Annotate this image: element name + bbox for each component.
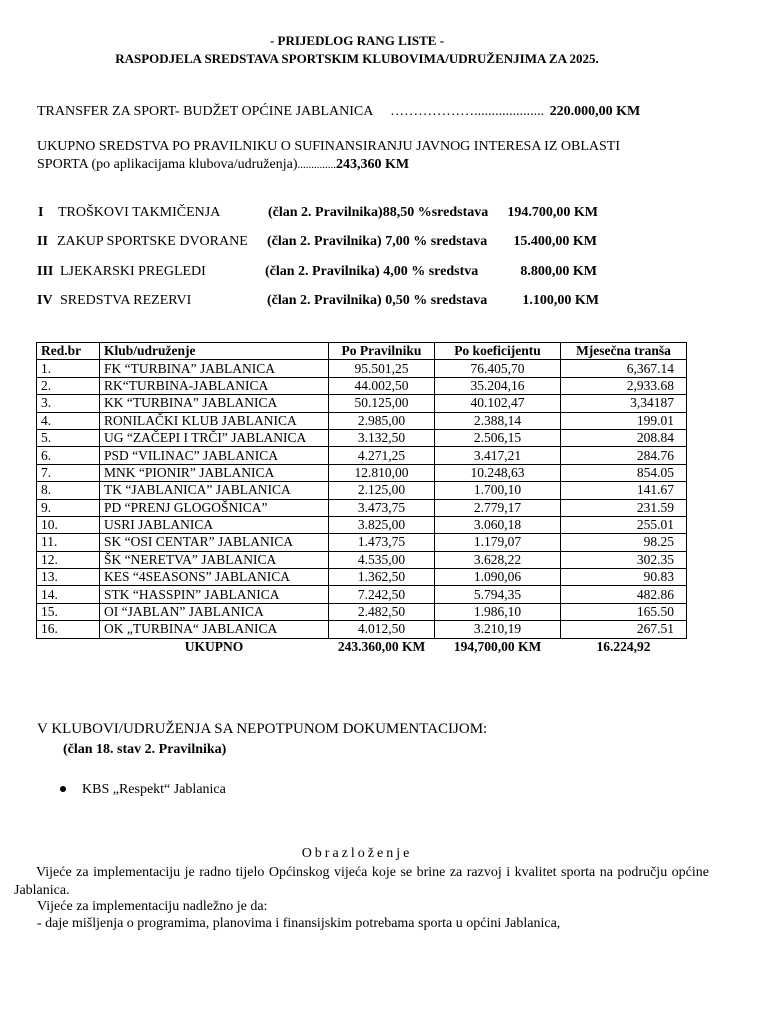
- club-name: RK“TURBINA-JABLANICA: [100, 377, 329, 394]
- row-number: 16.: [37, 621, 100, 638]
- po-koeficijentu-value: 2.779,17: [435, 499, 561, 516]
- po-pravilniku-value: 4.271,25: [329, 447, 435, 464]
- table-row: [37, 482, 687, 499]
- section-amount: 1.100,00 KM: [522, 293, 599, 308]
- po-koeficijentu-value: 10.248,63: [435, 464, 561, 481]
- section-label: LJEKARSKI PREGLEDI: [60, 264, 206, 279]
- header-po-koeficijentu: Po koeficijentu: [435, 343, 561, 360]
- transfer-label: TRANSFER ZA SPORT- BUDŽET OPĆINE JABLANICA: [37, 104, 373, 119]
- mjesecna-transa-value: 90.83: [561, 569, 687, 586]
- table-row: [37, 516, 687, 533]
- club-name: OI “JABLAN” JABLANICA: [100, 603, 329, 620]
- section-amount: 15.400,00 KM: [513, 234, 597, 249]
- mjesecna-transa-value: 199.01: [561, 412, 687, 429]
- table-row: [37, 377, 687, 394]
- po-pravilniku-value: 4.535,00: [329, 551, 435, 568]
- mjesecna-transa-value: 208.84: [561, 429, 687, 446]
- po-pravilniku-value: 4.012,50: [329, 621, 435, 638]
- section-rule: (član 2. Pravilnika) 4,00 % sredstva: [265, 264, 479, 279]
- po-koeficijentu-value: 3.210,19: [435, 621, 561, 638]
- club-name: PD “PRENJ GLOGOŠNICA”: [100, 499, 329, 516]
- mjesecna-transa-value: 98.25: [561, 534, 687, 551]
- club-name: FK “TURBINA” JABLANICA: [100, 360, 329, 377]
- section-number: II: [37, 234, 48, 249]
- club-name: SK “OSI CENTAR” JABLANICA: [100, 534, 329, 551]
- row-number: 14.: [37, 586, 100, 603]
- club-name: OK „TURBINA“ JABLANICA: [100, 621, 329, 638]
- table-row: [37, 603, 687, 620]
- document-title-line1: - PRIJEDLOG RANG LISTE -: [269, 33, 445, 48]
- club-name: RONILAČKI KLUB JABLANICA: [100, 412, 329, 429]
- table-row: [37, 464, 687, 481]
- header-red-br: Red.br: [37, 343, 100, 360]
- po-pravilniku-value: 2.985,00: [329, 412, 435, 429]
- club-name: TK “JABLANICA” JABLANICA: [100, 482, 329, 499]
- mjesecna-transa-value: 255.01: [561, 516, 687, 533]
- explanation-paragraph-3: - daje mišljenja o programima, planovima i finansijskim potrebama sporta u općini Jablanica,: [37, 916, 561, 931]
- transfer-dots: ………………....................: [390, 104, 545, 119]
- explanation-paragraph-2: Vijeće za implementaciju nadležno je da:: [37, 899, 268, 914]
- po-koeficijentu-value: 1.179,07: [435, 534, 561, 551]
- table-header-row: [37, 343, 687, 360]
- table-row: [37, 551, 687, 568]
- section-rule: (član 2. Pravilnika) 0,50 % sredstava: [267, 293, 488, 308]
- club-name: PSD “VILINAC” JABLANICA: [100, 447, 329, 464]
- table-row: [37, 534, 687, 551]
- section-number: IV: [37, 293, 53, 308]
- total-koeficijent: 194,700,00 KM: [453, 638, 542, 654]
- bullet-icon: [60, 786, 66, 792]
- table-row: [37, 586, 687, 603]
- section-row: [37, 234, 597, 250]
- incomplete-heading-text: KLUBOVI/UDRUŽENJA SA NEPOTPUNOM DOKUMENTACIJOM:: [51, 721, 488, 737]
- row-number: 2.: [37, 377, 100, 394]
- po-pravilniku-value: 2.125,00: [329, 482, 435, 499]
- table-row: [37, 621, 687, 638]
- po-koeficijentu-value: 3.628,22: [435, 551, 561, 568]
- section-amount: 8.800,00 KM: [520, 264, 597, 279]
- club-name: USRI JABLANICA: [100, 516, 329, 533]
- list-item: [60, 782, 226, 798]
- section-rule: (član 2. Pravilnika)88,50 %sredstava: [268, 205, 489, 220]
- mjesecna-transa-value: 267.51: [561, 621, 687, 638]
- mjesecna-transa-value: 3,34187: [561, 395, 687, 412]
- section-label: TROŠKOVI TAKMIČENJA: [58, 205, 221, 220]
- section-number: III: [37, 264, 54, 279]
- club-name: MNK “PIONIR” JABLANICA: [100, 464, 329, 481]
- table-row: [37, 447, 687, 464]
- po-koeficijentu-value: 1.700,10: [435, 482, 561, 499]
- incomplete-club: KBS „Respekt“ Jablanica: [82, 782, 226, 797]
- mjesecna-transa-value: 854.05: [561, 464, 687, 481]
- row-number: 13.: [37, 569, 100, 586]
- po-koeficijentu-value: 76.405,70: [435, 360, 561, 377]
- row-number: 1.: [37, 360, 100, 377]
- po-koeficijentu-value: 1.090,06: [435, 569, 561, 586]
- po-pravilniku-value: 1.362,50: [329, 569, 435, 586]
- mjesecna-transa-value: 231.59: [561, 499, 687, 516]
- section-label: SREDSTVA REZERVI: [60, 293, 192, 308]
- po-pravilniku-value: 1.473,75: [329, 534, 435, 551]
- clubs-table: [36, 342, 687, 655]
- row-number: 5.: [37, 429, 100, 446]
- po-pravilniku-value: 2.482,50: [329, 603, 435, 620]
- row-number: 10.: [37, 516, 100, 533]
- transfer-amount: 220.000,00 KM: [549, 104, 641, 119]
- club-name: ŠK “NERETVA” JABLANICA: [100, 551, 329, 568]
- po-pravilniku-value: 95.501,25: [329, 360, 435, 377]
- section-row: [37, 293, 599, 309]
- header-po-pravilniku: Po Pravilniku: [329, 343, 435, 360]
- total-funds-label: SPORTA (po aplikacijama klubova/udruženja): [37, 157, 298, 172]
- total-funds-amount: 243,360 KM: [335, 157, 410, 172]
- total-transa: 16.224,92: [596, 638, 651, 654]
- po-koeficijentu-value: 1.986,10: [435, 603, 561, 620]
- row-number: 4.: [37, 412, 100, 429]
- row-number: 9.: [37, 499, 100, 516]
- header-mjesecna-transa: Mjesečna tranša: [561, 343, 687, 360]
- po-pravilniku-value: 3.473,75: [329, 499, 435, 516]
- table-total-row: [37, 638, 687, 655]
- explanation-paragraph-1: Vijeće za implementaciju je radno tijelo Općinskog vijeća koje se brine za razvoj i kvalitet sporta na području općine Jablanica.: [14, 865, 709, 898]
- section-rule: (član 2. Pravilnika) 7,00 % sredstava: [267, 234, 488, 249]
- mjesecna-transa-value: 165.50: [561, 603, 687, 620]
- po-koeficijentu-value: 2.506,15: [435, 429, 561, 446]
- table-row: [37, 395, 687, 412]
- club-name: KES “4SEASONS” JABLANICA: [100, 569, 329, 586]
- table-row: [37, 569, 687, 586]
- section-number: I: [38, 205, 44, 220]
- section-row: [37, 264, 597, 280]
- mjesecna-transa-value: 6,367.14: [561, 360, 687, 377]
- po-koeficijentu-value: 5.794,35: [435, 586, 561, 603]
- incomplete-number: V: [37, 721, 48, 737]
- total-label: UKUPNO: [184, 638, 244, 654]
- total-funds-line1: UKUPNO SREDSTVA PO PRAVILNIKU O SUFINANSIRANJU JAVNOG INTERESA IZ OBLASTI: [37, 139, 621, 154]
- section-label: ZAKUP SPORTSKE DVORANE: [57, 234, 248, 249]
- po-pravilniku-value: 7.242,50: [329, 586, 435, 603]
- section-amount: 194.700,00 KM: [507, 205, 598, 220]
- incomplete-subheading: (član 18. stav 2. Pravilnika): [63, 742, 227, 757]
- mjesecna-transa-value: 2,933.68: [561, 377, 687, 394]
- row-number: 8.: [37, 482, 100, 499]
- row-number: 6.: [37, 447, 100, 464]
- po-pravilniku-value: 50.125,00: [329, 395, 435, 412]
- mjesecna-transa-value: 482.86: [561, 586, 687, 603]
- table-row: [37, 360, 687, 377]
- total-funds-line2: [37, 157, 409, 173]
- table-row: [37, 412, 687, 429]
- row-number: 7.: [37, 464, 100, 481]
- po-koeficijentu-value: 40.102,47: [435, 395, 561, 412]
- mjesecna-transa-value: 302.35: [561, 551, 687, 568]
- table-row: [37, 499, 687, 516]
- club-name: STK “HASSPIN” JABLANICA: [100, 586, 329, 603]
- mjesecna-transa-value: 284.76: [561, 447, 687, 464]
- explanation-heading: Obrazloženje: [301, 846, 413, 861]
- po-pravilniku-value: 3.825,00: [329, 516, 435, 533]
- total-pravilnik: 243.360,00 KM: [337, 638, 426, 654]
- po-koeficijentu-value: 35.204,16: [435, 377, 561, 394]
- club-name: KK “TURBINA” JABLANICA: [100, 395, 329, 412]
- total-funds-dots: ..............: [297, 159, 336, 171]
- po-koeficijentu-value: 3.060,18: [435, 516, 561, 533]
- po-pravilniku-value: 12.810,00: [329, 464, 435, 481]
- header-klub: Klub/udruženje: [100, 343, 329, 360]
- incomplete-heading: [37, 721, 487, 738]
- transfer-line: [37, 104, 640, 120]
- document-title-line2: RASPODJELA SREDSTAVA SPORTSKIM KLUBOVIMA/UDRUŽENJIMA ZA 2025.: [115, 51, 599, 66]
- po-pravilniku-value: 3.132,50: [329, 429, 435, 446]
- po-koeficijentu-value: 3.417,21: [435, 447, 561, 464]
- row-number: 3.: [37, 395, 100, 412]
- table-row: [37, 429, 687, 446]
- club-name: UG “ZAČEPI I TRČI” JABLANICA: [100, 429, 329, 446]
- po-koeficijentu-value: 2.388,14: [435, 412, 561, 429]
- row-number: 11.: [37, 534, 100, 551]
- section-row: [38, 205, 598, 221]
- row-number: 15.: [37, 603, 100, 620]
- mjesecna-transa-value: 141.67: [561, 482, 687, 499]
- row-number: 12.: [37, 551, 100, 568]
- po-pravilniku-value: 44.002,50: [329, 377, 435, 394]
